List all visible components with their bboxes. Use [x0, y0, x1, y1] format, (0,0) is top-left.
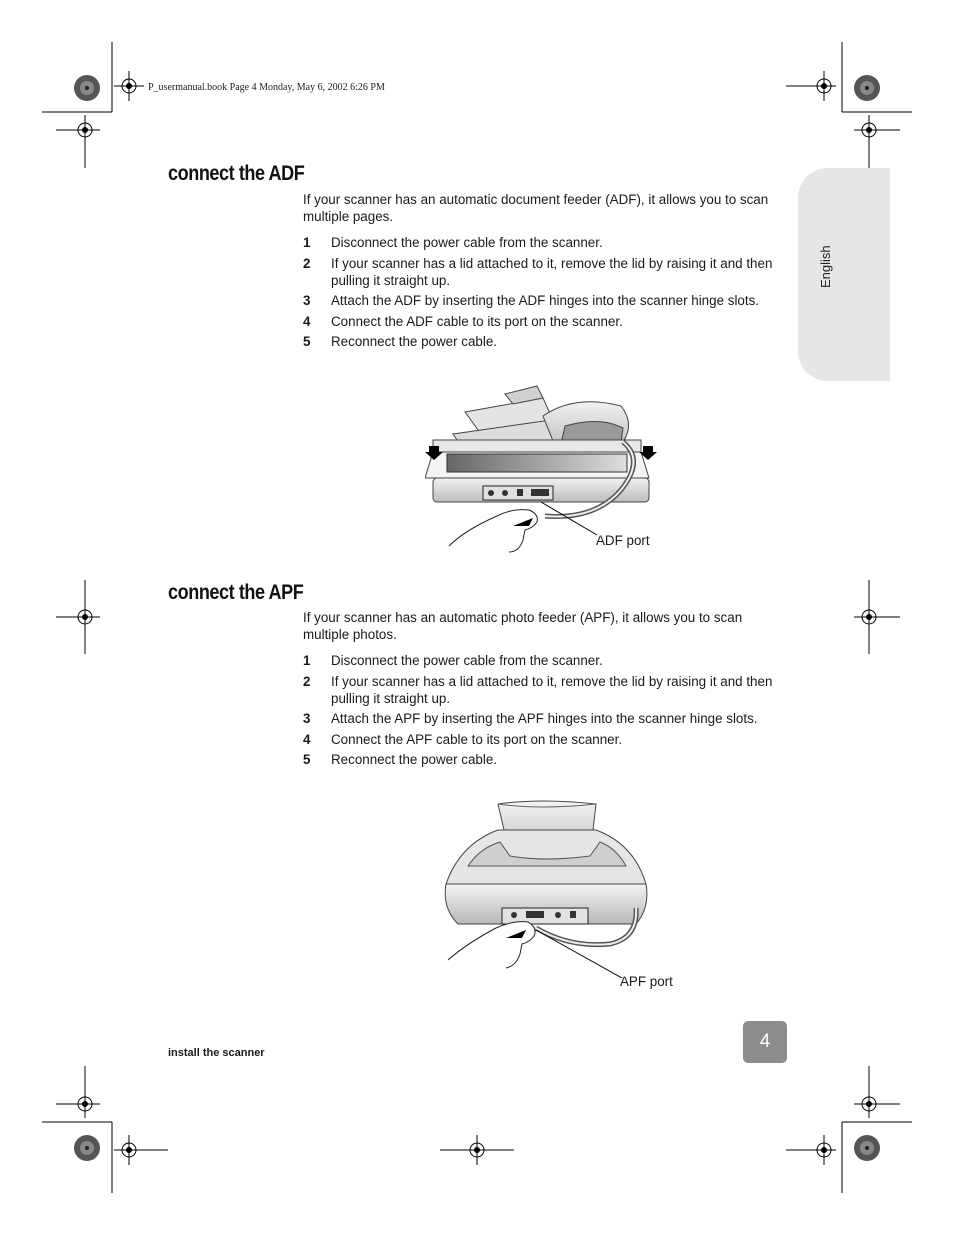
section-title-apf: connect the APF: [168, 581, 304, 604]
step-item: [303, 313, 793, 330]
step-number: 1: [303, 653, 311, 668]
step-number: 2: [303, 255, 311, 271]
footer-chapter: install the scanner: [168, 1047, 265, 1059]
step-text: Reconnect the power cable.: [331, 334, 497, 349]
step-text: Reconnect the power cable.: [331, 752, 497, 767]
figure-caption-apf: APF port: [620, 974, 673, 989]
step-text: Disconnect the power cable from the scanner.: [331, 653, 603, 668]
language-tab: [798, 168, 890, 381]
step-number: 1: [303, 235, 311, 250]
step-item: [303, 255, 793, 289]
step-item: [303, 292, 793, 309]
step-item: [303, 333, 793, 350]
step-number: 4: [303, 731, 311, 747]
step-item: [303, 751, 793, 768]
apf-scanner-illustration: [440, 798, 650, 978]
step-number: 3: [303, 293, 311, 308]
section-intro-adf: If your scanner has an automatic document feeder (ADF), it allows you to scan multiple pages.: [303, 192, 769, 224]
step-text: Disconnect the power cable from the scanner.: [331, 235, 603, 250]
step-number: 2: [303, 673, 311, 689]
step-number: 5: [303, 334, 311, 349]
steps-list-adf: [303, 234, 793, 354]
step-text: If your scanner has a lid attached to it, remove the lid by raising it and then pulling it straight up.: [331, 255, 773, 288]
book-info-header: P_usermanual.book Page 4 Monday, May 6, 2002 6:26 PM: [148, 82, 385, 93]
step-text: Connect the APF cable to its port on the scanner.: [331, 731, 623, 747]
step-text: Attach the APF by inserting the APF hinges into the scanner hinge slots.: [331, 711, 758, 726]
page-number: 4: [743, 1021, 787, 1063]
step-item: [303, 234, 793, 251]
section-title-adf: connect the ADF: [168, 162, 305, 185]
step-number: 5: [303, 752, 311, 767]
steps-list-apf: [303, 652, 793, 772]
language-label: English: [818, 245, 833, 288]
step-number: 3: [303, 711, 311, 726]
step-item: [303, 710, 793, 727]
step-item: [303, 652, 793, 669]
step-item: [303, 673, 793, 707]
step-text: If your scanner has a lid attached to it, remove the lid by raising it and then pulling it straight up.: [331, 673, 773, 706]
step-text: Attach the ADF by inserting the ADF hinges into the scanner hinge slots.: [331, 293, 759, 308]
figure-caption-adf: ADF port: [596, 533, 650, 548]
step-text: Connect the ADF cable to its port on the scanner.: [331, 313, 623, 329]
step-item: [303, 731, 793, 748]
step-number: 4: [303, 313, 311, 329]
section-intro-apf: If your scanner has an automatic photo feeder (APF), it allows you to scan multiple photos.: [303, 610, 743, 642]
